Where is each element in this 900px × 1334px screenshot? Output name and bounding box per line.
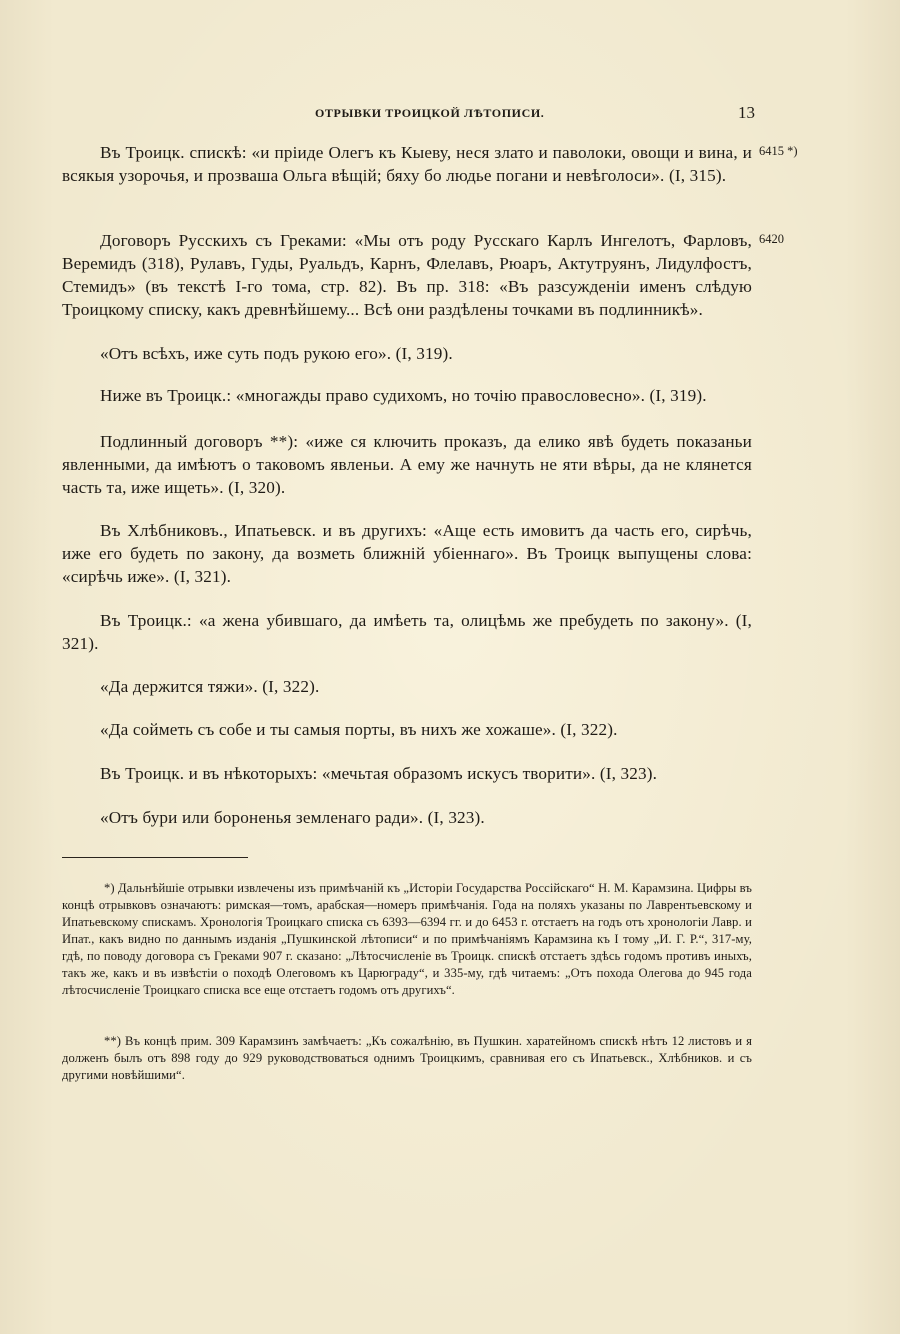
- paragraph-6-text: Въ Хлѣбниковъ., Ипатьевск. и въ другихъ: «Аще есть имовитъ да часть его, сирѣчь, иже его будеть по закону, да возметь ближній убіеннаго». Въ Троицк выпущены слова: «сирѣчь иже». (I, 321).: [62, 521, 752, 586]
- paragraph-3-text: «Отъ всѣхъ, иже суть подъ рукою его». (I, 319).: [100, 344, 453, 363]
- paragraph-7: [62, 609, 752, 655]
- paragraph-5-text: Подлинный договоръ **): «иже ся ключить проказъ, да елико явѣ будеть показаньи явленными, да имѣютъ о таковомъ явленьи. А ему же начнуть не яти вѣры, да не клянется часть та, иже ищеть». (I, 320).: [62, 432, 752, 497]
- margin-year-6415: 6415 *): [759, 144, 798, 158]
- page-number: 13: [738, 103, 755, 122]
- footnote-1: [62, 880, 752, 999]
- footnote-separator: [62, 857, 248, 858]
- paragraph-1-text: Въ Троицк. спискѣ: «и пріиде Олегъ къ Кыеву, неся злато и паволоки, овощи и вина, и всякыя узорочья, и прозваша Ольга вѣщій; бяху бо людье погани и невѣголоси». (I, 315).: [62, 143, 752, 185]
- paragraph-4: [62, 384, 752, 407]
- paragraph-7-text: Въ Троицк.: «а жена убившаго, да имѣеть та, олицѣмь же пребудеть по закону». (I, 321).: [62, 611, 752, 653]
- paragraph-8: [62, 675, 752, 698]
- paragraph-3: [62, 342, 752, 365]
- paragraph-10-text: Въ Троицк. и въ нѣкоторыхъ: «мечьтая образомъ искусъ творити». (I, 323).: [100, 764, 658, 783]
- footnote-2-text: **) Въ концѣ прим. 309 Карамзинъ замѣчаетъ: „Къ сожалѣнію, въ Пушкин. харатейномъ спискѣ нѣтъ 12 листовъ и я долженъ былъ отъ 898 году до 929 руководствоваться однимъ Троицкимъ, сравнивая его съ Ипатьевск., Хлѣбников. и съ другими новѣйшими“.: [62, 1034, 752, 1082]
- paragraph-8-text: «Да держится тяжи». (I, 322).: [100, 677, 320, 696]
- running-header-title: ОТРЫВКИ ТРОИЦКОЙ ЛѢТОПИСИ.: [315, 106, 545, 120]
- paragraph-6: [62, 519, 752, 588]
- paragraph-9: [62, 718, 752, 741]
- footnote-1-text: *) Дальнѣйшіе отрывки извлечены изъ примѣчаній къ „Исторіи Государства Россійскаго“ Н. М. Карамзина. Цифры въ концѣ отрывковъ означаютъ: римская—томъ, арабская—номеръ примѣчанія. Года на поляхъ указаны по Лаврентьевскому и Ипатьевскому спискамъ. Хронологія Троицкаго списка съ 6393—6394 гг. и до 6453 г. отстаетъ на годъ отъ хронологіи Лавр. и Ипат., какъ видно по даннымъ изданія „Пушкинской лѣтописи“ и по примѣчаніямъ Карамзина къ I тому „И. Г. Р.“, 317-му, гдѣ, по поводу договора съ Греками 907 г. сказано: „Лѣтосчисленіе въ Троицк. спискѣ отстаетъ здѣсь годомъ противъ иныхъ, такъ же, какъ и въ извѣстіи о походѣ Олеговомъ къ Царюграду“, и 335-му, гдѣ читаемъ: „Отъ похода Олегова до 945 года лѣтосчисленіе Троицкаго списка все еще отстаетъ годомъ отъ другихъ“.: [62, 881, 752, 997]
- paragraph-4-text: Ниже въ Троицк.: «многажды право судихомъ, но точію правословесно». (I, 319).: [100, 386, 707, 405]
- paragraph-11: [62, 806, 752, 829]
- paragraph-1: [62, 141, 752, 187]
- paragraph-5: [62, 430, 752, 499]
- paragraph-11-text: «Отъ бури или бороненья земленаго ради». (I, 323).: [100, 808, 485, 827]
- footnote-2: [62, 1033, 752, 1084]
- paragraph-9-text: «Да сойметь съ собе и ты самыя порты, въ нихъ же хожаше». (I, 322).: [100, 720, 618, 739]
- paragraph-2: [62, 229, 752, 321]
- paragraph-2-text: Договоръ Русскихъ съ Греками: «Мы отъ роду Русскаго Карлъ Ингелотъ, Фарловъ, Веремидъ (318), Рулавъ, Гуды, Руальдъ, Карнъ, Флелавъ, Рюаръ, Актутруянъ, Лидулфостъ, Стемидъ» (въ текстѣ I-го тома, стр. 82). Въ пр. 318: «Въ разсужденіи именъ слѣдую Троицкому списку, какъ древнѣйшему... Всѣ они раздѣлены точками въ подлинникѣ».: [62, 231, 752, 319]
- margin-year-6420: 6420: [759, 232, 784, 246]
- paragraph-10: [62, 762, 752, 785]
